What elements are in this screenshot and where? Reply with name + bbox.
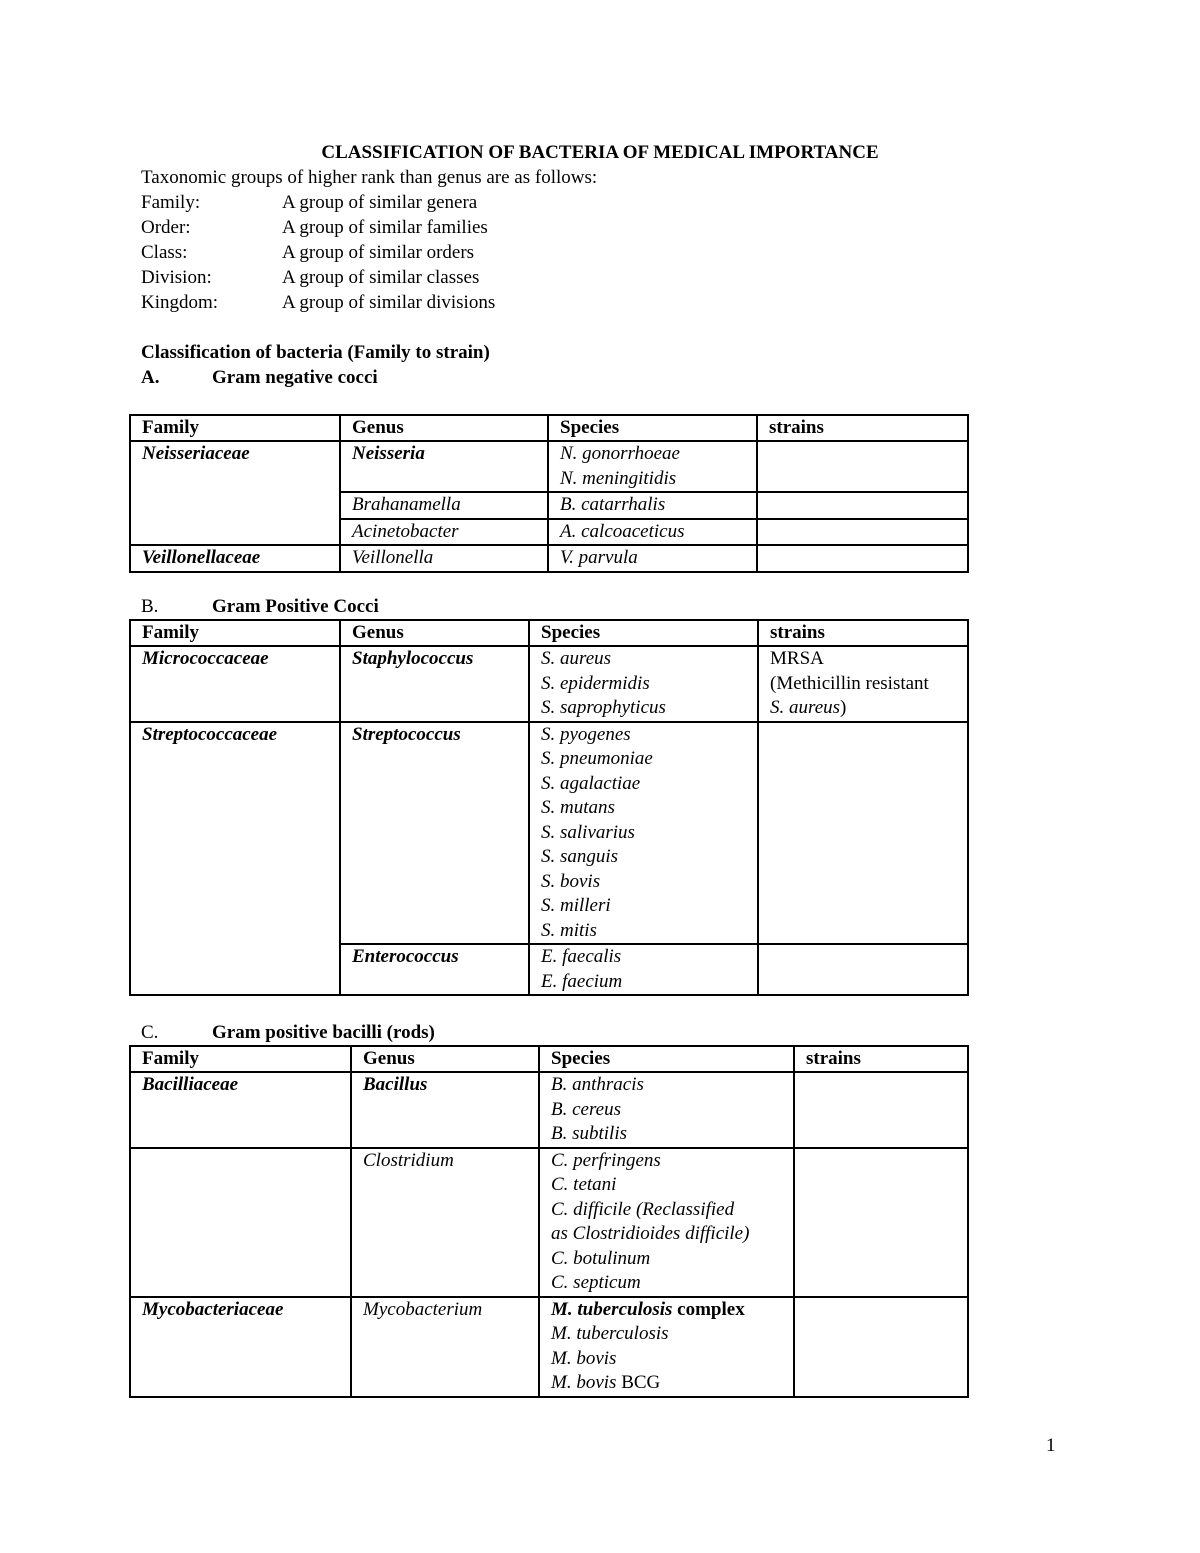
family-cell: Streptococcaceae <box>130 722 340 996</box>
species-item: S. salivarius <box>541 821 635 843</box>
rank-term: Division: <box>141 267 212 288</box>
species-cell: B. catarrhalis <box>548 492 757 519</box>
header-genus: Genus <box>340 415 548 441</box>
table-row <box>130 646 968 722</box>
species-cell <box>529 722 758 945</box>
section-letter: C. <box>141 1022 159 1043</box>
section-title: Gram Positive Cocci <box>212 596 379 617</box>
table-row <box>130 441 968 492</box>
rank-row <box>141 292 495 314</box>
bcg-species: M. bovis <box>551 1372 617 1393</box>
page-number: 1 <box>1046 1435 1056 1456</box>
species-item: as Clostridioides difficile) <box>551 1223 750 1244</box>
strains-cell <box>758 646 968 722</box>
strains-cell <box>794 1148 968 1297</box>
rank-row <box>141 192 477 214</box>
header-family: Family <box>130 1046 351 1072</box>
species-item: N. meningitidis <box>560 467 677 489</box>
section-letter: A. <box>141 367 160 388</box>
species-cell <box>539 1148 794 1297</box>
classification-heading: Classification of bacteria (Family to strain) <box>141 342 490 363</box>
family-cell: Veillonellaceae <box>130 545 340 572</box>
rank-row <box>141 217 488 239</box>
table-header-row <box>130 415 968 441</box>
section-letter: B. <box>141 596 159 617</box>
species-item: S. epidermidis <box>541 672 650 694</box>
species-item: S. milleri <box>541 895 611 916</box>
genus-cell: Veillonella <box>340 545 548 572</box>
species-cell: V. parvula <box>548 545 757 572</box>
rank-term: Kingdom: <box>141 292 219 313</box>
table-header-row <box>130 620 968 646</box>
strain-paren: ) <box>840 697 847 718</box>
strain-item: (Methicillin resistant <box>770 672 929 694</box>
header-species: Species <box>529 620 758 646</box>
species-item <box>551 1371 793 1396</box>
table-row <box>130 1072 968 1148</box>
strains-cell <box>757 545 968 572</box>
table-gram-positive-bacilli <box>129 1045 969 1398</box>
species-item: S. mitis <box>541 919 597 941</box>
section-a-heading <box>141 367 378 389</box>
strains-cell <box>757 492 968 519</box>
header-strains: strains <box>757 415 968 441</box>
species-cell <box>539 1297 794 1397</box>
strain-item: MRSA <box>770 648 824 669</box>
family-cell: Micrococcaceae <box>130 646 340 722</box>
intro-text: Taxonomic groups of higher rank than genus are as follows: <box>141 167 598 188</box>
species-item: S. pneumoniae <box>541 748 653 769</box>
rank-row <box>141 242 474 264</box>
species-item: S. sanguis <box>541 846 619 867</box>
family-cell: Neisseriaceae <box>130 441 340 545</box>
family-cell <box>130 1148 351 1297</box>
strains-cell <box>758 722 968 945</box>
rank-definition: A group of similar families <box>282 217 488 238</box>
rank-row <box>141 267 479 289</box>
strains-cell <box>794 1297 968 1397</box>
species-item: C. difficile (Reclassified <box>551 1198 735 1220</box>
strains-cell <box>794 1072 968 1148</box>
section-b-heading <box>141 596 379 618</box>
species-item: C. botulinum <box>551 1247 651 1269</box>
rank-definition: A group of similar orders <box>282 242 475 263</box>
header-family: Family <box>130 620 340 646</box>
genus-cell: Mycobacterium <box>351 1297 539 1397</box>
strains-cell <box>757 441 968 492</box>
strains-cell <box>758 944 968 995</box>
strains-cell <box>757 519 968 546</box>
species-item: M. bovis <box>551 1347 617 1369</box>
species-cell: A. calcoaceticus <box>548 519 757 546</box>
section-title: Gram positive bacilli (rods) <box>212 1022 435 1043</box>
species-item: S. agalactiae <box>541 772 641 794</box>
rank-term: Class: <box>141 242 188 263</box>
species-item: C. septicum <box>551 1272 641 1293</box>
genus-cell: Clostridium <box>351 1148 539 1297</box>
table-gram-negative-cocci <box>129 414 969 573</box>
species-cell <box>548 441 757 492</box>
genus-cell: Bacillus <box>351 1072 539 1148</box>
table-row <box>130 1297 968 1397</box>
species-cell <box>529 646 758 722</box>
rank-definition: A group of similar genera <box>282 192 478 213</box>
species-cell <box>529 944 758 995</box>
species-item: E. faecalis <box>541 946 622 967</box>
bcg-label: BCG <box>621 1372 661 1393</box>
rank-term: Order: <box>141 217 191 238</box>
table-row <box>130 1148 968 1297</box>
species-item: S. bovis <box>541 870 601 892</box>
section-title: Gram negative cocci <box>212 367 378 388</box>
species-item: B. cereus <box>551 1098 621 1120</box>
genus-cell: Neisseria <box>340 441 548 492</box>
rank-definition: A group of similar divisions <box>282 292 496 313</box>
species-item: N. gonorrhoeae <box>560 443 680 464</box>
rank-term: Family: <box>141 192 201 213</box>
species-item: S. mutans <box>541 797 615 818</box>
complex-label: complex <box>677 1298 745 1320</box>
species-item: B. anthracis <box>551 1074 644 1095</box>
strain-species: S. aureus <box>770 697 841 718</box>
table-header-row <box>130 1046 968 1072</box>
table-row <box>130 545 968 572</box>
header-genus: Genus <box>351 1046 539 1072</box>
species-item: S. aureus <box>541 648 612 669</box>
species-cell <box>539 1072 794 1148</box>
species-item: S. pyogenes <box>541 723 631 745</box>
header-strains: strains <box>758 620 968 646</box>
table-gram-positive-cocci <box>129 619 969 996</box>
genus-cell: Acinetobacter <box>340 519 548 546</box>
header-genus: Genus <box>340 620 529 646</box>
species-item: B. subtilis <box>551 1123 628 1144</box>
complex-species: M. tuberculosis <box>551 1298 673 1320</box>
table-row <box>130 722 968 945</box>
genus-cell: Brahanamella <box>340 492 548 519</box>
genus-cell: Streptococcus <box>340 722 529 945</box>
family-cell: Mycobacteriaceae <box>130 1297 351 1397</box>
section-c-heading <box>141 1022 435 1044</box>
rank-definition: A group of similar classes <box>282 267 480 288</box>
species-complex <box>551 1298 793 1323</box>
header-family: Family <box>130 415 340 441</box>
species-item: E. faecium <box>541 970 623 992</box>
species-item: C. tetani <box>551 1174 617 1195</box>
document-title: CLASSIFICATION OF BACTERIA OF MEDICAL IMPORTANCE <box>321 142 879 163</box>
header-species: Species <box>548 415 757 441</box>
species-item: S. saprophyticus <box>541 697 666 718</box>
genus-cell: Enterococcus <box>340 944 529 995</box>
header-strains: strains <box>794 1046 968 1072</box>
family-cell: Bacilliaceae <box>130 1072 351 1148</box>
strain-item <box>770 696 967 721</box>
genus-cell: Staphylococcus <box>340 646 529 722</box>
species-item: M. tuberculosis <box>551 1323 669 1344</box>
species-item: C. perfringens <box>551 1149 661 1171</box>
header-species: Species <box>539 1046 794 1072</box>
